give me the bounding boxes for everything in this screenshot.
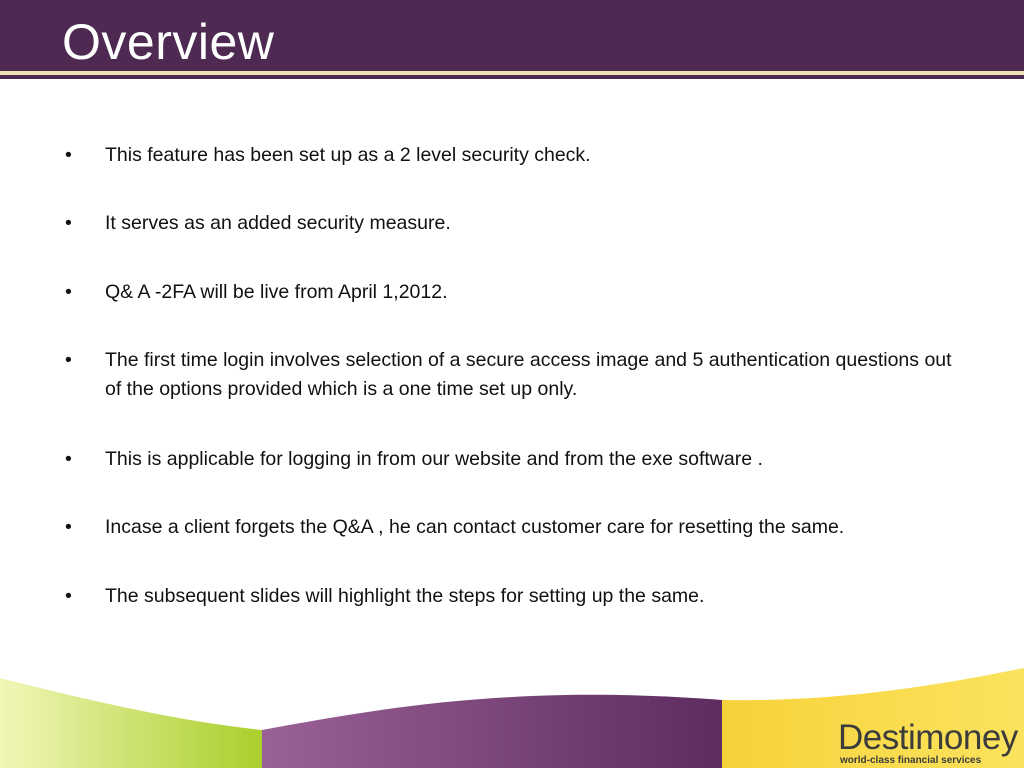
bullet-text: The first time login involves selection of a secure access image and 5 authentication questions out of the options provided which is a one time set up only. <box>105 349 952 400</box>
footer-green-band <box>0 678 262 768</box>
bullet-text: Incase a client forgets the Q&A , he can contact customer care for resetting the same. <box>105 516 845 538</box>
bullet-glyph: • <box>65 448 72 470</box>
bullet-item <box>65 209 955 238</box>
bullet-glyph: • <box>65 212 72 234</box>
bullet-item <box>65 141 955 170</box>
footer-purple-band <box>262 695 722 768</box>
destimoney-logo <box>838 718 1018 768</box>
bullet-text: The subsequent slides will highlight the steps for setting up the same. <box>105 585 705 607</box>
bullet-glyph: • <box>65 144 72 166</box>
bullet-item <box>65 513 955 542</box>
bullet-glyph: • <box>65 349 72 371</box>
bullet-item <box>65 582 955 611</box>
bullet-item <box>65 445 955 474</box>
bullet-item <box>65 278 955 307</box>
bullet-text: Q& A -2FA will be live from April 1,2012. <box>105 281 448 303</box>
bullet-text: This feature has been set up as a 2 level security check. <box>105 144 591 166</box>
logo-name: Destimoney <box>838 718 1018 757</box>
bullet-glyph: • <box>65 585 72 607</box>
bullet-glyph: • <box>65 516 72 538</box>
bullet-text: It serves as an added security measure. <box>105 212 451 234</box>
bullet-text: This is applicable for logging in from our website and from the exe software . <box>105 448 763 470</box>
slide-title: Overview <box>62 14 275 70</box>
logo-tagline: world-class financial services <box>840 755 982 766</box>
bullet-glyph: • <box>65 281 72 303</box>
bullet-item <box>65 346 955 404</box>
